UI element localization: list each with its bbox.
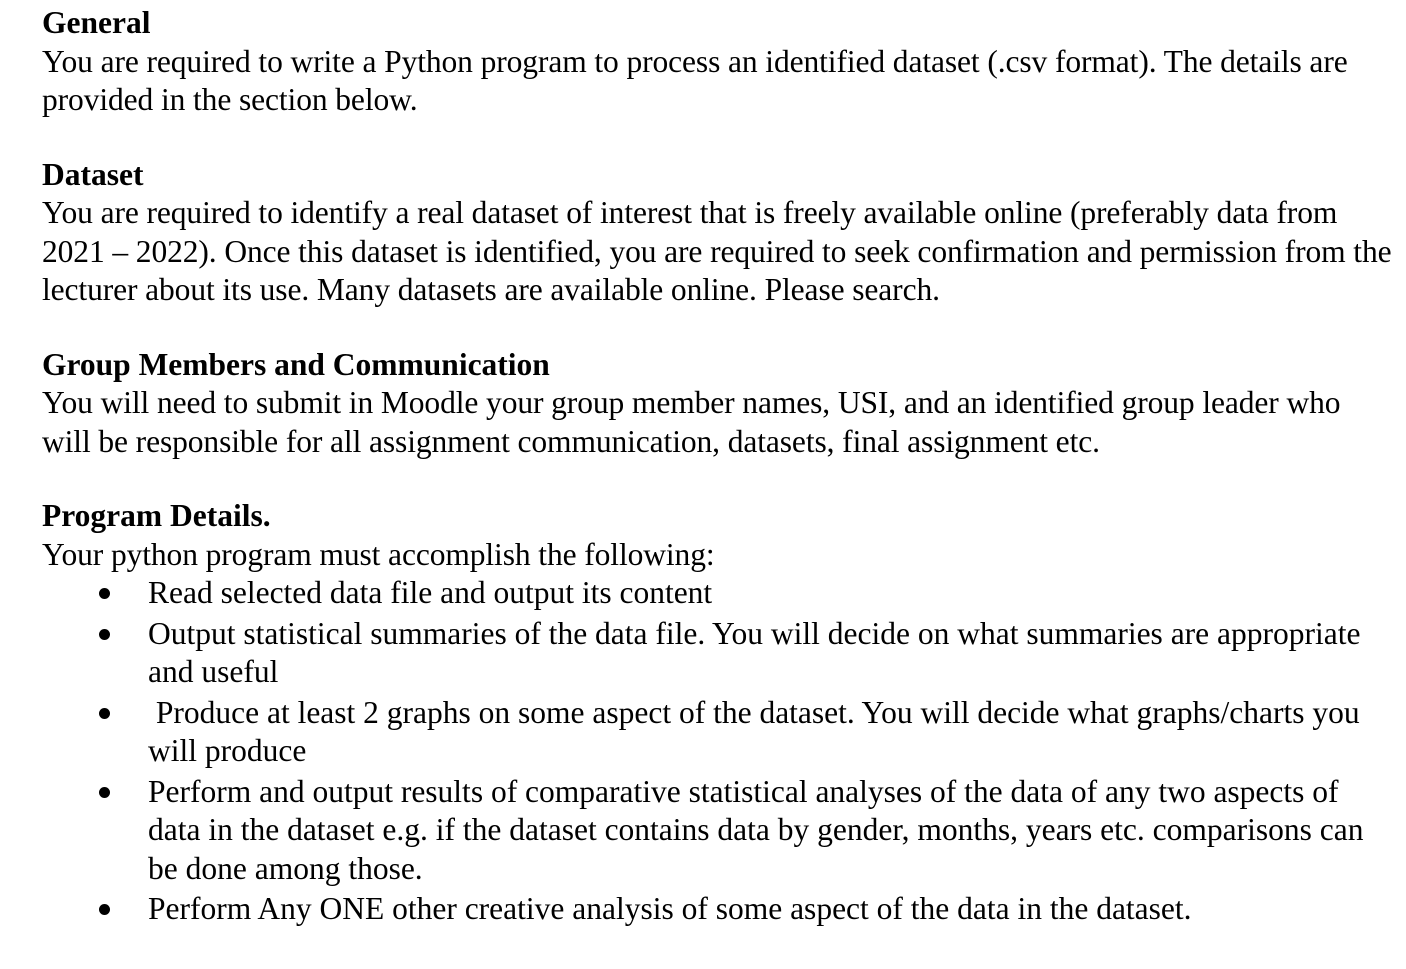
section-body: You will need to submit in Moodle your group member names, USI, and an identified group leader who will be responsible for all assignment communication, datasets, final assignment etc. xyxy=(42,385,1341,459)
section-heading: Dataset xyxy=(42,156,144,192)
section-heading: Group Members and Communication xyxy=(42,346,550,382)
list-item-text: Perform Any ONE other creative analysis of some aspect of the data in the dataset. xyxy=(148,891,1192,926)
bullet-icon xyxy=(99,787,110,798)
section-body: You are required to write a Python program to process an identified dataset (.csv format). The details are provided in the section below. xyxy=(42,43,1348,117)
section-heading: Program Details. xyxy=(42,498,271,533)
list-item-text: Read selected data file and output its content xyxy=(148,575,713,610)
list-item xyxy=(42,773,1396,889)
section-program-details xyxy=(42,497,1396,929)
section-heading: General xyxy=(42,5,151,40)
bullet-icon xyxy=(99,588,110,599)
list-item-text: Output statistical summaries of the data file. You will decide on what summaries are appropriate and useful xyxy=(148,615,1361,689)
list-item xyxy=(42,890,1396,929)
bullet-icon xyxy=(99,708,110,719)
list-item-text: Perform and output results of comparative statistical analyses of the data of any two aspects of data in the dataset e.g. if the dataset contains data by gender, months, years etc. comparisons can be done among those. xyxy=(148,773,1364,886)
list-item xyxy=(42,574,1396,613)
list-item xyxy=(42,694,1396,771)
list-item xyxy=(42,615,1396,692)
requirements-list xyxy=(42,574,1396,929)
list-item-text: Produce at least 2 graphs on some aspect of the dataset. You will decide what graphs/charts you will produce xyxy=(148,694,1368,768)
section-group-members xyxy=(42,346,1396,462)
section-dataset xyxy=(42,156,1396,310)
section-body: Your python program must accomplish the following: xyxy=(42,536,715,572)
section-body: You are required to identify a real dataset of interest that is freely available online (preferably data from 2021 – 2022). Once this dataset is identified, you are required to seek confirmation and permission from the lecturer about its use. Many datasets are available online. Please search. xyxy=(42,195,1392,307)
bullet-icon xyxy=(99,904,110,915)
section-general xyxy=(42,4,1396,120)
bullet-icon xyxy=(99,629,110,640)
